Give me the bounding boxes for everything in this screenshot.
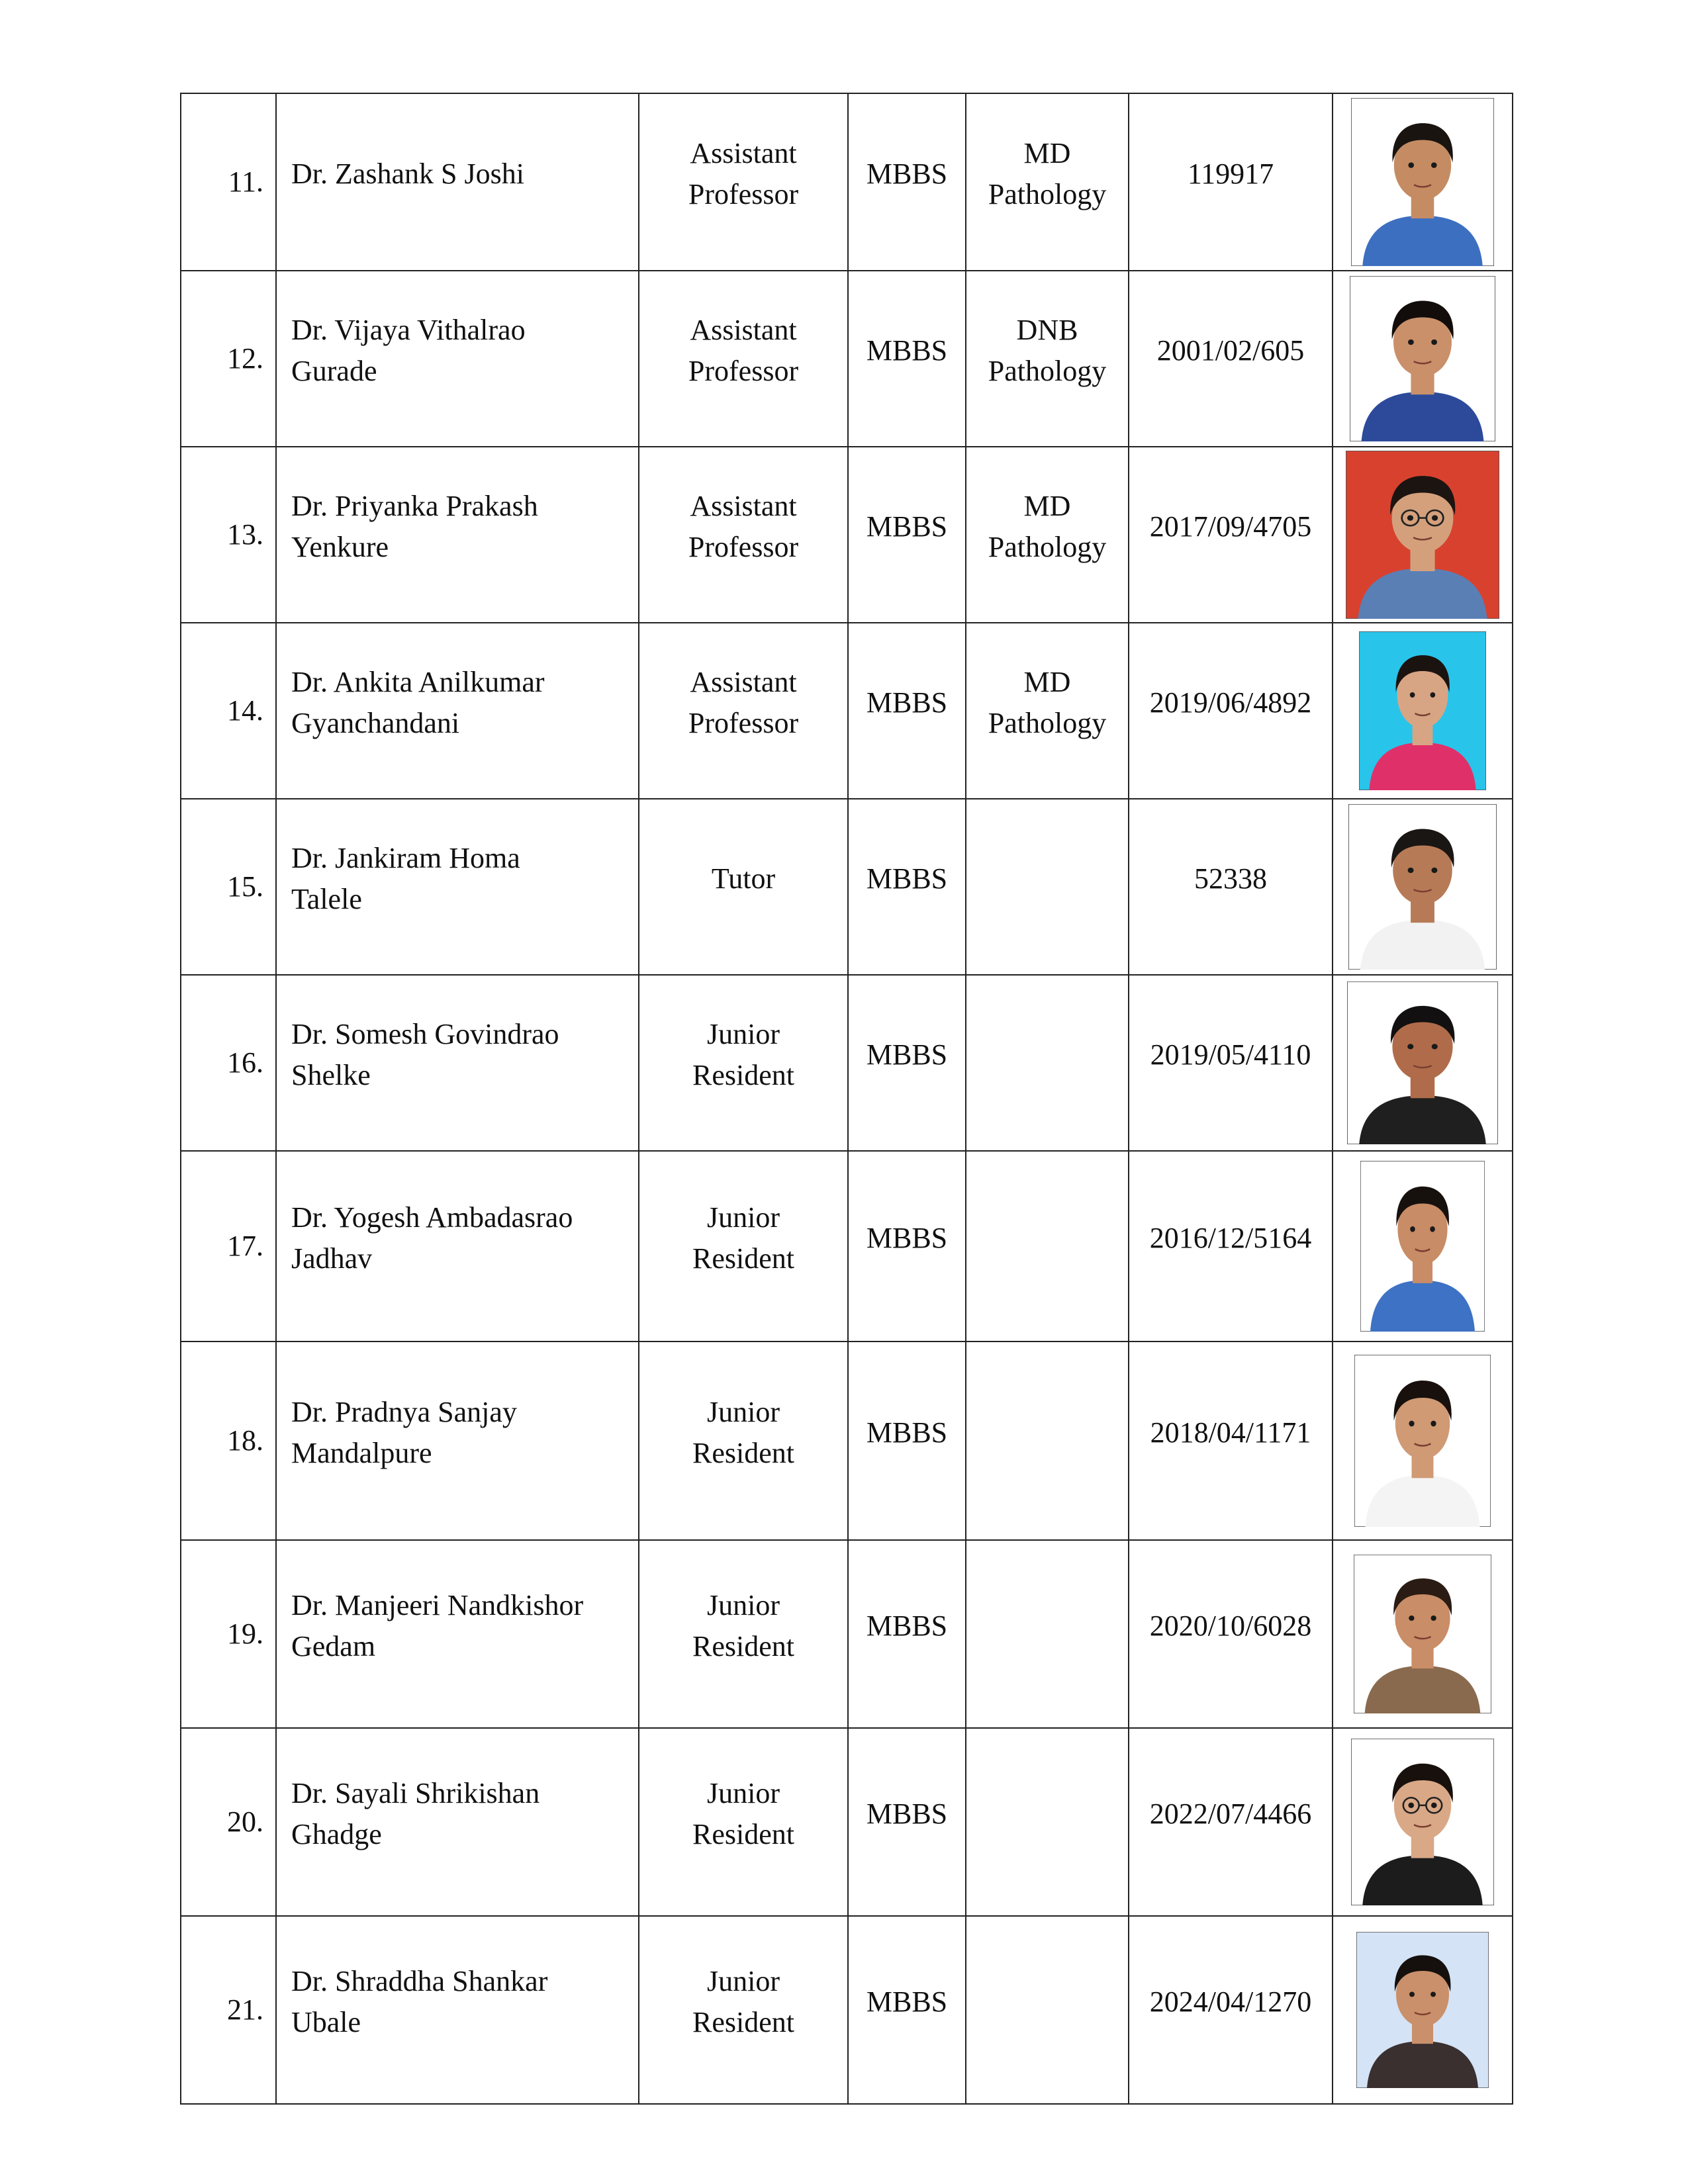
serial-number-cell — [181, 1151, 276, 1342]
name-line-2: Gyanchandani — [291, 707, 460, 739]
photo-cell — [1333, 271, 1513, 447]
pg-qualification-cell — [966, 1728, 1129, 1916]
pg-qualification-line-2: Pathology — [988, 178, 1107, 210]
ug-qualification: MBBS — [866, 510, 948, 543]
name-line-2: Gurade — [291, 355, 377, 387]
photo-left-eye — [1408, 162, 1414, 167]
ug-qualification-cell — [848, 623, 966, 799]
photo-box — [1333, 624, 1512, 797]
portrait-photo — [1351, 98, 1494, 266]
registration-number: 119917 — [1187, 158, 1274, 190]
photo-box — [1333, 95, 1512, 269]
serial-number: 18. — [227, 1424, 263, 1457]
name-line-1: Dr. Manjeeri Nandkishor — [291, 1589, 584, 1621]
name-line-2: Talele — [291, 883, 362, 915]
name-line-1: Dr. Jankiram Homa — [291, 842, 520, 874]
name-cell — [276, 447, 639, 623]
name-text — [291, 154, 638, 195]
name-line-1: Dr. Pradnya Sanjay — [291, 1396, 517, 1428]
table-row — [181, 975, 1513, 1151]
ug-qualification-wrap — [849, 1034, 965, 1075]
photo-cell — [1333, 1151, 1513, 1342]
ug-qualification-wrap — [849, 1981, 965, 2023]
pg-qualification-cell — [966, 1151, 1129, 1342]
registration-number-cell — [1129, 1151, 1333, 1342]
ug-qualification: MBBS — [866, 1038, 948, 1071]
ug-qualification-cell — [848, 1342, 966, 1540]
designation-line-2: Resident — [692, 1818, 794, 1850]
registration-number-cell — [1129, 1728, 1333, 1916]
portrait-photo — [1348, 804, 1497, 970]
designation-line-1: Assistant — [690, 137, 797, 169]
serial-number: 14. — [227, 694, 263, 727]
pg-qualification-cell — [966, 623, 1129, 799]
photo-box — [1333, 800, 1512, 974]
designation-text — [639, 310, 847, 392]
name-cell — [276, 93, 639, 271]
registration-number-wrap — [1129, 1412, 1332, 1453]
name-cell — [276, 799, 639, 975]
designation-line-1: Assistant — [690, 666, 797, 698]
registration-number: 2022/07/4466 — [1149, 1797, 1312, 1830]
photo-cell — [1333, 1916, 1513, 2104]
designation-line-1: Junior — [707, 1777, 780, 1809]
designation-text — [639, 1585, 847, 1667]
registration-number-cell — [1129, 93, 1333, 271]
registration-number: 52338 — [1194, 862, 1267, 895]
designation-text — [639, 1392, 847, 1474]
ug-qualification-cell — [848, 271, 966, 447]
registration-number-wrap — [1129, 1034, 1332, 1075]
designation-line-2: Resident — [692, 1630, 794, 1662]
name-cell — [276, 1342, 639, 1540]
registration-number-cell — [1129, 1916, 1333, 2104]
ug-qualification-wrap — [849, 1794, 965, 1835]
portrait-photo — [1356, 1932, 1489, 2088]
name-line-1: Dr. Somesh Govindrao — [291, 1018, 559, 1050]
registration-number: 2001/02/605 — [1156, 334, 1305, 367]
table-row — [181, 271, 1513, 447]
serial-number: 19. — [227, 1617, 263, 1650]
photo-right-eye — [1430, 692, 1436, 698]
designation-line-1: Tutor — [711, 862, 776, 895]
serial-number-cell — [181, 1540, 276, 1728]
registration-number-cell — [1129, 271, 1333, 447]
serial-number-cell — [181, 447, 276, 623]
designation-cell — [639, 447, 848, 623]
ug-qualification: MBBS — [866, 334, 948, 367]
ug-qualification: MBBS — [866, 1610, 948, 1642]
photo-left-eye — [1408, 868, 1414, 873]
ug-qualification-wrap — [849, 154, 965, 195]
photo-right-eye — [1432, 515, 1438, 520]
name-cell — [276, 623, 639, 799]
pg-qualification-cell — [966, 271, 1129, 447]
name-cell — [276, 271, 639, 447]
designation-cell — [639, 799, 848, 975]
serial-number: 13. — [227, 518, 263, 551]
name-text — [291, 1961, 638, 2043]
photo-box — [1333, 1729, 1512, 1915]
name-cell — [276, 1151, 639, 1342]
table-row — [181, 1916, 1513, 2104]
ug-qualification-wrap — [849, 330, 965, 371]
pg-qualification-cell — [966, 447, 1129, 623]
photo-right-eye — [1431, 162, 1437, 167]
photo-left-eye — [1410, 1226, 1415, 1232]
photo-left-eye — [1409, 1421, 1414, 1427]
portrait-photo — [1346, 451, 1499, 619]
designation-line-1: Junior — [707, 1018, 780, 1050]
name-cell — [276, 975, 639, 1151]
registration-number: 2016/12/5164 — [1149, 1222, 1312, 1254]
faculty-table — [180, 93, 1513, 2105]
table-row — [181, 447, 1513, 623]
registration-number-wrap — [1129, 1794, 1332, 1835]
registration-number: 2019/05/4110 — [1150, 1038, 1311, 1071]
photo-cell — [1333, 1342, 1513, 1540]
ug-qualification: MBBS — [866, 686, 948, 719]
designation-line-1: Assistant — [690, 490, 797, 522]
serial-number-cell — [181, 1916, 276, 2104]
photo-left-eye — [1408, 1803, 1414, 1808]
ug-qualification-wrap — [849, 1412, 965, 1453]
name-line-2: Ghadge — [291, 1818, 382, 1850]
ug-qualification: MBBS — [866, 862, 948, 895]
serial-number-cell — [181, 1342, 276, 1540]
name-line-1: Dr. Sayali Shrikishan — [291, 1777, 540, 1809]
designation-line-1: Assistant — [690, 314, 797, 346]
designation-line-2: Resident — [692, 2006, 794, 2038]
serial-number-cell — [181, 271, 276, 447]
photo-box — [1333, 976, 1512, 1150]
serial-number-cell — [181, 623, 276, 799]
designation-text — [639, 858, 847, 899]
pg-qualification-text — [966, 133, 1128, 215]
photo-right-eye — [1431, 1803, 1437, 1808]
pg-qualification-text — [966, 310, 1128, 392]
registration-number: 2020/10/6028 — [1149, 1610, 1312, 1642]
registration-number-cell — [1129, 1540, 1333, 1728]
table-row — [181, 623, 1513, 799]
registration-number-wrap — [1129, 506, 1332, 547]
registration-number-cell — [1129, 447, 1333, 623]
ug-qualification-cell — [848, 1728, 966, 1916]
pg-qualification-text — [966, 662, 1128, 744]
pg-qualification-line-2: Pathology — [988, 707, 1107, 739]
ug-qualification-cell — [848, 93, 966, 271]
designation-text — [639, 1773, 847, 1855]
serial-number: 15. — [227, 870, 263, 903]
serial-number-cell — [181, 975, 276, 1151]
registration-number: 2017/09/4705 — [1149, 510, 1312, 543]
ug-qualification-cell — [848, 1916, 966, 2104]
photo-cell — [1333, 93, 1513, 271]
portrait-photo — [1350, 276, 1495, 441]
photo-left-eye — [1410, 692, 1415, 698]
photo-cell — [1333, 1540, 1513, 1728]
pg-qualification-line-2: Pathology — [988, 355, 1107, 387]
serial-number-cell — [181, 1728, 276, 1916]
photo-box — [1333, 272, 1512, 445]
designation-line-2: Professor — [688, 178, 799, 210]
photo-cell — [1333, 623, 1513, 799]
portrait-photo — [1347, 981, 1498, 1144]
table-row — [181, 1728, 1513, 1916]
name-line-2: Shelke — [291, 1059, 371, 1091]
name-text — [291, 838, 638, 920]
registration-number-cell — [1129, 623, 1333, 799]
designation-line-1: Junior — [707, 1396, 780, 1428]
name-cell — [276, 1916, 639, 2104]
designation-cell — [639, 1151, 848, 1342]
registration-number-wrap — [1129, 1981, 1332, 2023]
designation-cell — [639, 1916, 848, 2104]
portrait-photo — [1354, 1355, 1491, 1527]
name-cell — [276, 1540, 639, 1728]
designation-cell — [639, 1540, 848, 1728]
table-row — [181, 1540, 1513, 1728]
serial-number: 11. — [228, 165, 263, 198]
name-line-2: Jadhav — [291, 1242, 373, 1275]
pg-qualification-cell — [966, 1540, 1129, 1728]
designation-cell — [639, 1728, 848, 1916]
serial-number: 16. — [227, 1046, 263, 1079]
serial-number: 21. — [227, 1993, 263, 2026]
photo-box — [1333, 1152, 1512, 1340]
photo-right-eye — [1432, 1044, 1438, 1049]
ug-qualification-cell — [848, 447, 966, 623]
ug-qualification-wrap — [849, 506, 965, 547]
photo-cell — [1333, 975, 1513, 1151]
photo-box — [1333, 448, 1512, 621]
photo-box — [1333, 1343, 1512, 1539]
designation-cell — [639, 271, 848, 447]
serial-number-cell — [181, 799, 276, 975]
photo-cell — [1333, 799, 1513, 975]
registration-number: 2024/04/1270 — [1149, 1985, 1312, 2018]
designation-text — [639, 1014, 847, 1096]
ug-qualification: MBBS — [866, 1985, 948, 2018]
photo-cell — [1333, 1728, 1513, 1916]
photo-left-eye — [1407, 515, 1413, 520]
name-line-1: Dr. Ankita Anilkumar — [291, 666, 545, 698]
registration-number: 2018/04/1171 — [1150, 1416, 1311, 1449]
designation-line-2: Professor — [688, 355, 799, 387]
name-line-1: Dr. Vijaya Vithalrao — [291, 314, 526, 346]
photo-left-eye — [1407, 1044, 1413, 1049]
name-text — [291, 1585, 638, 1667]
photo-right-eye — [1430, 1226, 1435, 1232]
table-row — [181, 93, 1513, 271]
pg-qualification-cell — [966, 975, 1129, 1151]
photo-left-eye — [1409, 1991, 1415, 1997]
portrait-photo — [1351, 1739, 1494, 1905]
designation-text — [639, 486, 847, 568]
designation-text — [639, 1961, 847, 2043]
pg-qualification-cell — [966, 1342, 1129, 1540]
name-text — [291, 1773, 638, 1855]
registration-number-wrap — [1129, 330, 1332, 371]
serial-number: 12. — [227, 342, 263, 375]
registration-number-cell — [1129, 799, 1333, 975]
ug-qualification-cell — [848, 799, 966, 975]
name-line-1: Dr. Shraddha Shankar — [291, 1965, 548, 1997]
registration-number-wrap — [1129, 1218, 1332, 1259]
photo-box — [1333, 1917, 1512, 2103]
pg-qualification-line-1: MD — [1023, 666, 1071, 698]
name-text — [291, 486, 638, 568]
portrait-photo — [1360, 1161, 1485, 1332]
designation-line-2: Professor — [688, 531, 799, 563]
designation-cell — [639, 1342, 848, 1540]
designation-line-2: Resident — [692, 1059, 794, 1091]
ug-qualification-wrap — [849, 682, 965, 723]
pg-qualification-line-2: Pathology — [988, 531, 1107, 563]
pg-qualification-text — [966, 486, 1128, 568]
table-row — [181, 1342, 1513, 1540]
designation-cell — [639, 93, 848, 271]
ug-qualification: MBBS — [866, 158, 948, 190]
name-line-2: Yenkure — [291, 531, 389, 563]
name-text — [291, 1392, 638, 1474]
photo-left-eye — [1408, 340, 1414, 345]
ug-qualification: MBBS — [866, 1797, 948, 1830]
pg-qualification-line-1: MD — [1023, 137, 1071, 169]
serial-number: 20. — [227, 1805, 263, 1838]
designation-line-2: Resident — [692, 1242, 794, 1275]
photo-right-eye — [1431, 868, 1437, 873]
name-line-2: Mandalpure — [291, 1437, 432, 1469]
registration-number-cell — [1129, 1342, 1333, 1540]
ug-qualification-cell — [848, 1540, 966, 1728]
registration-number-wrap — [1129, 1606, 1332, 1647]
name-line-1: Dr. Priyanka Prakash — [291, 490, 538, 522]
faculty-table-body — [181, 93, 1513, 2104]
designation-line-1: Junior — [707, 1589, 780, 1621]
pg-qualification-cell — [966, 93, 1129, 271]
designation-line-2: Resident — [692, 1437, 794, 1469]
name-text — [291, 310, 638, 392]
photo-right-eye — [1430, 1615, 1436, 1621]
registration-number-wrap — [1129, 154, 1332, 195]
serial-number-cell — [181, 93, 276, 271]
registration-number-wrap — [1129, 682, 1332, 723]
name-line-2: Gedam — [291, 1630, 376, 1662]
photo-cell — [1333, 447, 1513, 623]
registration-number: 2019/06/4892 — [1149, 686, 1312, 719]
designation-cell — [639, 623, 848, 799]
name-line-1: Dr. Zashank S Joshi — [291, 158, 524, 190]
registration-number-wrap — [1129, 858, 1332, 899]
designation-text — [639, 662, 847, 744]
ug-qualification: MBBS — [866, 1222, 948, 1254]
registration-number-cell — [1129, 975, 1333, 1151]
serial-number: 17. — [227, 1230, 263, 1262]
ug-qualification-cell — [848, 975, 966, 1151]
name-line-1: Dr. Yogesh Ambadasrao — [291, 1201, 573, 1234]
ug-qualification-wrap — [849, 1606, 965, 1647]
name-text — [291, 1014, 638, 1096]
ug-qualification-wrap — [849, 1218, 965, 1259]
photo-box — [1333, 1541, 1512, 1727]
portrait-photo — [1359, 631, 1486, 790]
ug-qualification-cell — [848, 1151, 966, 1342]
photo-left-eye — [1409, 1615, 1414, 1621]
ug-qualification-wrap — [849, 858, 965, 899]
pg-qualification-line-1: DNB — [1016, 314, 1078, 346]
designation-text — [639, 133, 847, 215]
photo-right-eye — [1431, 340, 1437, 345]
designation-line-2: Professor — [688, 707, 799, 739]
name-text — [291, 662, 638, 744]
designation-line-1: Junior — [707, 1201, 780, 1234]
designation-cell — [639, 975, 848, 1151]
table-row — [181, 1151, 1513, 1342]
name-line-2: Ubale — [291, 2006, 361, 2038]
ug-qualification: MBBS — [866, 1416, 948, 1449]
portrait-photo — [1354, 1555, 1491, 1713]
pg-qualification-cell — [966, 799, 1129, 975]
photo-right-eye — [1430, 1991, 1436, 1997]
pg-qualification-line-1: MD — [1023, 490, 1071, 522]
name-cell — [276, 1728, 639, 1916]
designation-line-1: Junior — [707, 1965, 780, 1997]
pg-qualification-cell — [966, 1916, 1129, 2104]
photo-right-eye — [1430, 1421, 1436, 1427]
table-row — [181, 799, 1513, 975]
name-text — [291, 1197, 638, 1279]
designation-text — [639, 1197, 847, 1279]
